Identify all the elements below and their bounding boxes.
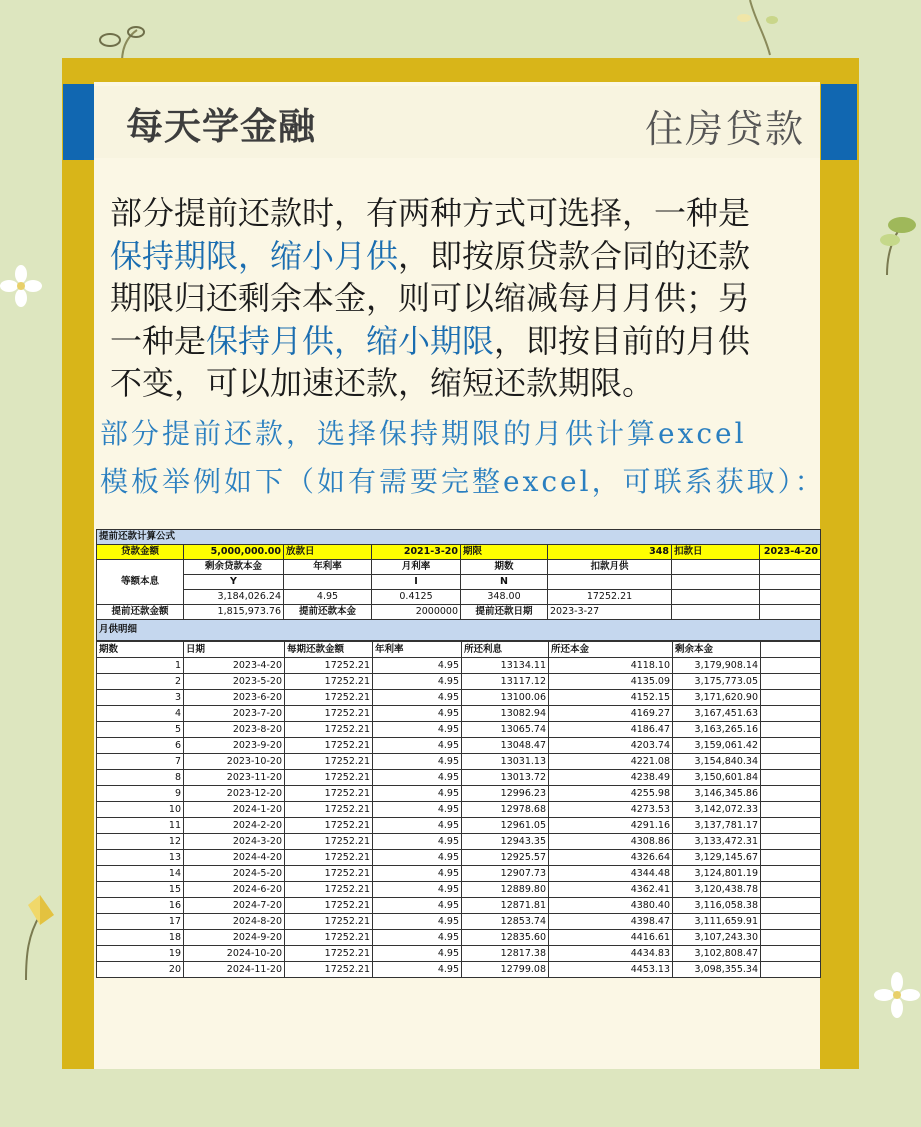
- detail-col-header: 所还本金: [549, 642, 673, 658]
- table-cell: 12907.73: [462, 866, 549, 882]
- intro-line: [110, 320, 810, 363]
- table-cell: 4238.49: [549, 770, 673, 786]
- table-cell: 18: [97, 930, 184, 946]
- empty-cell: [760, 590, 821, 605]
- table-cell: 2024-8-20: [184, 914, 285, 930]
- table-cell: 16: [97, 898, 184, 914]
- table-cell: 3,142,072.33: [673, 802, 761, 818]
- detail-col-header: 每期还款金额: [285, 642, 373, 658]
- table-cell: 4308.86: [549, 834, 673, 850]
- empty-cell: [760, 605, 821, 620]
- deduct-label: 扣款日: [672, 545, 760, 560]
- table-cell: 17252.21: [285, 834, 373, 850]
- table-cell: 4221.08: [549, 754, 673, 770]
- table-cell: 17252.21: [285, 962, 373, 978]
- table-cell: 4.95: [373, 738, 462, 754]
- intro-highlight: 保持期限，缩小月供: [110, 236, 399, 275]
- table-cell: 2023-8-20: [184, 722, 285, 738]
- table-cell: 4: [97, 706, 184, 722]
- header-accent-left: [63, 84, 94, 160]
- empty-cell: [761, 754, 821, 770]
- table-row: [97, 674, 821, 690]
- intro-text: ，即按目前的月供: [494, 321, 751, 360]
- method-cell: 等额本息: [97, 560, 184, 605]
- value-periods: 348.00: [461, 590, 548, 605]
- empty-cell: [761, 674, 821, 690]
- table-cell: 3,129,145.67: [673, 850, 761, 866]
- table-cell: 4.95: [373, 802, 462, 818]
- empty-cell: [761, 866, 821, 882]
- table-cell: 17252.21: [285, 690, 373, 706]
- intro-text: 部分提前还款时，有两种方式可选择，一种是: [110, 194, 751, 232]
- intro-text: 一种是: [110, 321, 207, 360]
- empty-cell: [761, 690, 821, 706]
- table-row: [97, 930, 821, 946]
- empty-cell: [761, 738, 821, 754]
- table-cell: 4.95: [373, 658, 462, 674]
- table-cell: 2024-11-20: [184, 962, 285, 978]
- monthly-detail-table: [96, 641, 821, 978]
- prepay-date-value: 2023-3-27: [548, 605, 672, 620]
- header-payment: 扣款月供: [548, 560, 672, 575]
- table-cell: 2023-12-20: [184, 786, 285, 802]
- prepay-principal-label: 提前还款本金: [284, 605, 372, 620]
- table-cell: 12853.74: [462, 914, 549, 930]
- table-cell: 13134.11: [462, 658, 549, 674]
- empty-cell: [760, 560, 821, 575]
- issue-label: 放款日: [284, 545, 372, 560]
- table-cell: 4.95: [373, 786, 462, 802]
- intro-paragraph: [110, 192, 810, 405]
- table-cell: 4186.47: [549, 722, 673, 738]
- intro-highlight: 保持月供，缩小期限: [206, 321, 495, 360]
- table-cell: 2024-3-20: [184, 834, 285, 850]
- intro-line: [110, 362, 810, 405]
- sprout-icon: [730, 0, 790, 60]
- sheet-title: 提前还款计算公式: [97, 530, 821, 545]
- table-cell: 13082.94: [462, 706, 549, 722]
- table-cell: 4.95: [373, 818, 462, 834]
- table-cell: 10: [97, 802, 184, 818]
- prepay-amount-value: 1,815,973.76: [184, 605, 284, 620]
- issue-value: 2021-3-20: [372, 545, 461, 560]
- intro-line: [110, 277, 810, 320]
- table-cell: 2023-5-20: [184, 674, 285, 690]
- prepay-date-label: 提前还款日期: [461, 605, 548, 620]
- empty-cell: [760, 575, 821, 590]
- value-remaining: 3,184,026.24: [184, 590, 284, 605]
- detail-col-header: 剩余本金: [673, 642, 761, 658]
- header-remaining: 剩余贷款本金: [184, 560, 284, 575]
- table-row: [97, 882, 821, 898]
- prepay-amount-label: 提前还款金额: [97, 605, 184, 620]
- table-cell: 17252.21: [285, 818, 373, 834]
- table-cell: 3,137,781.17: [673, 818, 761, 834]
- table-cell: 12961.05: [462, 818, 549, 834]
- table-cell: 2024-4-20: [184, 850, 285, 866]
- table-cell: 4135.09: [549, 674, 673, 690]
- table-cell: 4.95: [373, 898, 462, 914]
- table-cell: 2024-10-20: [184, 946, 285, 962]
- table-cell: 19: [97, 946, 184, 962]
- table-cell: 3,107,243.30: [673, 930, 761, 946]
- empty-cell: [761, 818, 821, 834]
- table-cell: 12871.81: [462, 898, 549, 914]
- table-row: [97, 786, 821, 802]
- detail-header-row: [97, 642, 821, 658]
- table-cell: 4453.13: [549, 962, 673, 978]
- table-cell: 3,098,355.34: [673, 962, 761, 978]
- value-payment: 17252.21: [548, 590, 672, 605]
- table-cell: 17252.21: [285, 850, 373, 866]
- table-cell: 2024-9-20: [184, 930, 285, 946]
- term-value: 348: [548, 545, 672, 560]
- table-cell: 4.95: [373, 754, 462, 770]
- table-cell: 12817.38: [462, 946, 549, 962]
- table-cell: 3,163,265.16: [673, 722, 761, 738]
- symbol-remaining: Y: [184, 575, 284, 590]
- empty-cell: [761, 850, 821, 866]
- table-cell: 3,150,601.84: [673, 770, 761, 786]
- table-cell: 8: [97, 770, 184, 786]
- empty-cell: [761, 834, 821, 850]
- table-cell: 3,154,840.34: [673, 754, 761, 770]
- table-cell: 2023-11-20: [184, 770, 285, 786]
- table-cell: 17252.21: [285, 738, 373, 754]
- table-row: [97, 802, 821, 818]
- table-cell: 13: [97, 850, 184, 866]
- empty-cell: [672, 590, 760, 605]
- empty-cell: [761, 946, 821, 962]
- detail-title: 月供明细: [97, 620, 821, 641]
- table-cell: 4.95: [373, 962, 462, 978]
- table-row: [97, 834, 821, 850]
- table-cell: 2023-7-20: [184, 706, 285, 722]
- table-cell: 3,133,472.31: [673, 834, 761, 850]
- table-row: [97, 914, 821, 930]
- table-cell: 3,124,801.19: [673, 866, 761, 882]
- table-cell: 4416.61: [549, 930, 673, 946]
- table-row: [97, 818, 821, 834]
- table-cell: 17252.21: [285, 770, 373, 786]
- table-row: [97, 866, 821, 882]
- empty-cell: [761, 786, 821, 802]
- table-cell: 4291.16: [549, 818, 673, 834]
- table-cell: 3,175,773.05: [673, 674, 761, 690]
- note-line-1: 部分提前还款，选择保持期限的月供计算excel: [100, 417, 747, 450]
- table-cell: 2024-6-20: [184, 882, 285, 898]
- prepayment-spreadsheet: [96, 529, 820, 978]
- table-cell: 17252.21: [285, 722, 373, 738]
- empty-cell: [761, 642, 821, 658]
- table-cell: 4203.74: [549, 738, 673, 754]
- table-cell: 4.95: [373, 770, 462, 786]
- empty-cell: [761, 882, 821, 898]
- table-cell: 2024-5-20: [184, 866, 285, 882]
- table-cell: 4.95: [373, 674, 462, 690]
- deduct-value: 2023-4-20: [760, 545, 821, 560]
- table-cell: 4118.10: [549, 658, 673, 674]
- header-annual-rate: 年利率: [284, 560, 372, 575]
- table-cell: 17252.21: [285, 786, 373, 802]
- table-cell: 3,102,808.47: [673, 946, 761, 962]
- table-cell: 17252.21: [285, 866, 373, 882]
- table-cell: 9: [97, 786, 184, 802]
- sprout-icon: [872, 205, 921, 275]
- note-line-2: 模板举例如下（如有需要完整excel，可联系获取）：: [100, 465, 826, 498]
- table-cell: 4152.15: [549, 690, 673, 706]
- header-accent-right: [821, 84, 857, 160]
- table-cell: 4.95: [373, 834, 462, 850]
- table-cell: 3,146,345.86: [673, 786, 761, 802]
- value-annual-rate: 4.95: [284, 590, 372, 605]
- table-row: [97, 770, 821, 786]
- brand-title: 每天学金融: [126, 105, 316, 148]
- table-row: [97, 690, 821, 706]
- table-cell: 17252.21: [285, 802, 373, 818]
- table-cell: 12978.68: [462, 802, 549, 818]
- detail-body: [97, 658, 821, 978]
- sprout-icon: [92, 22, 152, 62]
- table-row: [97, 722, 821, 738]
- table-cell: 17252.21: [285, 674, 373, 690]
- table-cell: 17252.21: [285, 658, 373, 674]
- table-cell: 3,179,908.14: [673, 658, 761, 674]
- table-row: [97, 850, 821, 866]
- table-cell: 17252.21: [285, 754, 373, 770]
- bell-icon: [18, 885, 62, 980]
- empty-cell: [761, 802, 821, 818]
- header-monthly-rate: 月利率: [372, 560, 461, 575]
- table-cell: 2024-2-20: [184, 818, 285, 834]
- flower-icon: [0, 265, 42, 307]
- intro-text: ，即按原贷款合同的还款: [398, 236, 751, 275]
- table-cell: 13013.72: [462, 770, 549, 786]
- table-cell: 3,111,659.91: [673, 914, 761, 930]
- empty-cell: [761, 930, 821, 946]
- table-cell: 17: [97, 914, 184, 930]
- symbol-periods: N: [461, 575, 548, 590]
- table-cell: 12925.57: [462, 850, 549, 866]
- table-row: [97, 946, 821, 962]
- loan-value: 5,000,000.00: [184, 545, 284, 560]
- loan-label: 贷款金额: [97, 545, 184, 560]
- table-cell: 4.95: [373, 882, 462, 898]
- table-cell: 4326.64: [549, 850, 673, 866]
- intro-line: [110, 235, 810, 278]
- table-cell: 13117.12: [462, 674, 549, 690]
- table-cell: 6: [97, 738, 184, 754]
- detail-col-header: 年利率: [373, 642, 462, 658]
- table-cell: 13031.13: [462, 754, 549, 770]
- table-cell: 4.95: [373, 850, 462, 866]
- table-cell: 4169.27: [549, 706, 673, 722]
- table-cell: 4380.40: [549, 898, 673, 914]
- empty-cell: [761, 722, 821, 738]
- topic-title: 住房贷款: [644, 107, 805, 151]
- detail-col-header: 所还利息: [462, 642, 549, 658]
- table-cell: 17252.21: [285, 898, 373, 914]
- table-cell: 17252.21: [285, 882, 373, 898]
- table-cell: 4.95: [373, 866, 462, 882]
- empty-cell: [761, 706, 821, 722]
- table-cell: 12835.60: [462, 930, 549, 946]
- table-cell: 13100.06: [462, 690, 549, 706]
- table-cell: 4.95: [373, 930, 462, 946]
- table-cell: 4362.41: [549, 882, 673, 898]
- flower-icon: [874, 972, 920, 1018]
- empty-cell: [761, 658, 821, 674]
- table-cell: 5: [97, 722, 184, 738]
- table-cell: 4344.48: [549, 866, 673, 882]
- intro-text: 不变，可以加速还款，缩短还款期限。: [110, 364, 655, 402]
- table-cell: 17252.21: [285, 930, 373, 946]
- empty-cell: [761, 898, 821, 914]
- table-cell: 4.95: [373, 690, 462, 706]
- table-cell: 2024-7-20: [184, 898, 285, 914]
- empty-cell: [672, 560, 760, 575]
- table-cell: 4.95: [373, 914, 462, 930]
- table-cell: 3,159,061.42: [673, 738, 761, 754]
- table-cell: 3,167,451.63: [673, 706, 761, 722]
- intro-text: 期限归还剩余本金，则可以缩减每月月供；另: [110, 279, 751, 317]
- prepay-principal-value: 2000000: [372, 605, 461, 620]
- table-cell: 3: [97, 690, 184, 706]
- table-cell: 4.95: [373, 706, 462, 722]
- table-row: [97, 898, 821, 914]
- table-cell: 12943.35: [462, 834, 549, 850]
- header-periods: 期数: [461, 560, 548, 575]
- table-cell: 12996.23: [462, 786, 549, 802]
- table-cell: 2023-6-20: [184, 690, 285, 706]
- empty-cell: [548, 575, 672, 590]
- table-cell: 4398.47: [549, 914, 673, 930]
- table-cell: 12799.08: [462, 962, 549, 978]
- table-cell: 2023-10-20: [184, 754, 285, 770]
- table-cell: 20: [97, 962, 184, 978]
- table-cell: 4.95: [373, 946, 462, 962]
- value-monthly-rate: 0.4125: [372, 590, 461, 605]
- table-cell: 11: [97, 818, 184, 834]
- detail-col-header: 期数: [97, 642, 184, 658]
- table-cell: 13065.74: [462, 722, 549, 738]
- detail-col-header: 日期: [184, 642, 285, 658]
- empty-cell: [672, 575, 760, 590]
- table-cell: 17252.21: [285, 914, 373, 930]
- table-cell: 4273.53: [549, 802, 673, 818]
- table-cell: 17252.21: [285, 946, 373, 962]
- table-cell: 2: [97, 674, 184, 690]
- table-cell: 4434.83: [549, 946, 673, 962]
- empty-cell: [761, 770, 821, 786]
- table-cell: 4255.98: [549, 786, 673, 802]
- table-row: [97, 658, 821, 674]
- empty-cell: [761, 962, 821, 978]
- table-cell: 3,171,620.90: [673, 690, 761, 706]
- table-cell: 13048.47: [462, 738, 549, 754]
- term-label: 期限: [461, 545, 548, 560]
- table-cell: 1: [97, 658, 184, 674]
- intro-line: [110, 192, 810, 235]
- table-cell: 12889.80: [462, 882, 549, 898]
- table-cell: 17252.21: [285, 706, 373, 722]
- summary-table: [96, 529, 821, 641]
- table-cell: 2024-1-20: [184, 802, 285, 818]
- symbol-monthly: I: [372, 575, 461, 590]
- table-row: [97, 962, 821, 978]
- empty-cell: [672, 605, 760, 620]
- table-cell: 3,120,438.78: [673, 882, 761, 898]
- table-row: [97, 706, 821, 722]
- table-cell: 12: [97, 834, 184, 850]
- table-cell: 7: [97, 754, 184, 770]
- table-cell: 2023-4-20: [184, 658, 285, 674]
- empty-cell: [284, 575, 372, 590]
- empty-cell: [761, 914, 821, 930]
- table-cell: 15: [97, 882, 184, 898]
- table-cell: 14: [97, 866, 184, 882]
- table-cell: 4.95: [373, 722, 462, 738]
- table-row: [97, 738, 821, 754]
- table-row: [97, 754, 821, 770]
- table-cell: 3,116,058.38: [673, 898, 761, 914]
- table-cell: 2023-9-20: [184, 738, 285, 754]
